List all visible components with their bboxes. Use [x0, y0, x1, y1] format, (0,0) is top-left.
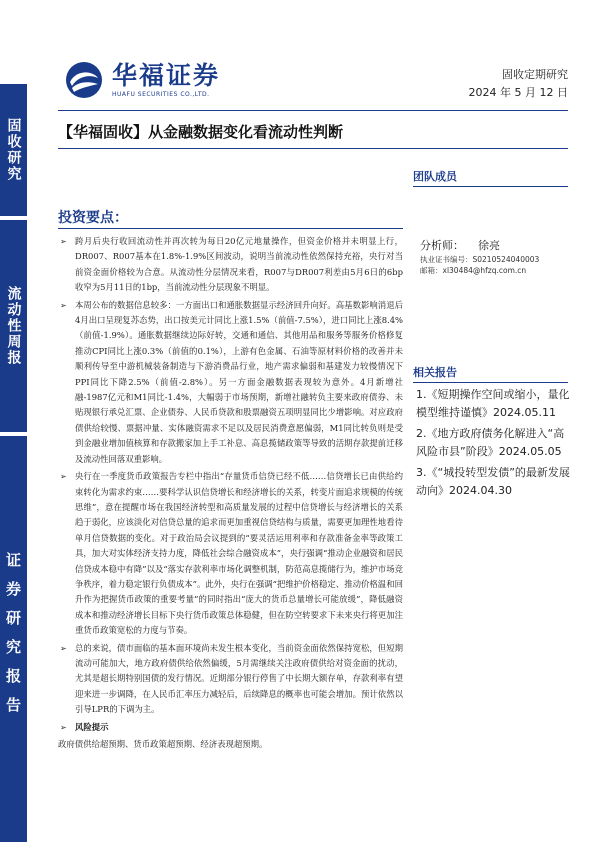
- related-divider: [413, 382, 568, 383]
- team-divider: [413, 186, 568, 187]
- brand-logo: [64, 60, 220, 100]
- analyst-name: 徐亮: [478, 239, 500, 252]
- key-point: ➢ 本周公布的数据信息较多：一方面出口和通胀数据显示经济回升向好。高基数影响消退后4月出口呈现复苏态势，出口按美元计同比上涨1.5%（前值-7.5%），进口同比上涨8.4%（前值-1.9%）。通胀数据继续边际好转，交通和通信、其他用品和服务等服务价格修复推动CPI同比上涨0.3%（前值的0.1%），上游有色金属、石油等原材料价格的改善并未顺利传导至中游机械装备制造与下游消费品行业，地产需求偏弱和基建发力较慢情况下PPI同比下降2.5%（前值-2.8%）。另一方面金融数据表现较为意外。4月新增社融-1987亿元和M1同比-1.4%，大幅弱于市场预期，新增社融转负主要来政府债券、未贴现银行承兑汇票、企业债券、人民币贷款和股票融资五项明显同比少增影响。对应政府债供给较慢、票据冲量、实体融资需求不足以及居民消费意愿偏弱，M1同比转负则是受到金融业增加值核算和存款搬家加上手工补息、高息揽储政策等导致的活期存款提前迁移及流动性回落双重影响。: [60, 299, 403, 464]
- risk-heading: 风险提示: [75, 721, 109, 732]
- brand-name: 华福证券: [112, 60, 221, 90]
- report-title: 【华福固收】从金融数据变化看流动性判断: [58, 123, 344, 141]
- bullet-arrow-icon: ➢: [60, 300, 67, 310]
- bullet-arrow-icon: ➢: [60, 722, 67, 732]
- analyst-label: 分析师：: [420, 239, 464, 252]
- sidebar-block-fixed-income: 固收研究: [0, 84, 27, 216]
- related-report-link[interactable]: 2.《地方政府债务化解进入“高风险市县”阶段》2024.05.05: [416, 427, 565, 458]
- sidebar: [0, 42, 27, 800]
- sidebar-block-liquidity-weekly: 流动性周报: [0, 220, 27, 432]
- key-point: ➢ 跨月后央行收回流动性并再次转为每日20亿元地量操作，但资金价格并未明显上行，DR007、R007基本在1.8%-1.9%区间波动，说明当前流动性依然保持充裕，央行对当前资金面价格较为合意。从流动性分层情况来看，R007与DR007利差由5月6日的6bp收窄为5月11日的1bp，当前流动性分层现象不明显。: [60, 236, 403, 293]
- related-heading: 相关报告: [413, 366, 457, 379]
- related-report-link[interactable]: 3.《“城投转型发债”的最新发展动向》2024.04.30: [416, 466, 570, 497]
- team-heading: 团队成员: [413, 170, 457, 183]
- analyst-email: 邮箱：xl30484@hfzq.com.cn: [420, 266, 527, 275]
- related-report-link[interactable]: 1.《短期操作空间或缩小，量化模型维持谨慎》2024.05.11: [416, 388, 570, 419]
- sidebar-block-securities-report: 证券研究报告: [0, 436, 27, 842]
- related-reports: [416, 386, 574, 503]
- bullet-arrow-icon: ➢: [60, 472, 67, 482]
- bullet-arrow-icon: ➢: [60, 643, 67, 653]
- key-points-divider: [58, 228, 403, 229]
- report-meta: [469, 66, 568, 102]
- risk-heading-row: [58, 720, 403, 735]
- key-points-heading: 投资要点：: [58, 210, 128, 226]
- risk-text: 政府债供给超预期、货币政策超预期、经济表现超预期。: [58, 739, 268, 749]
- report-date: 2024 年 5 月 12 日: [468, 86, 568, 99]
- logo-icon: [64, 60, 104, 100]
- analyst: [420, 237, 500, 253]
- bullet-arrow-icon: ➢: [60, 237, 67, 246]
- header-divider: [58, 110, 568, 111]
- title-divider: [58, 148, 568, 149]
- key-point: ➢ 央行在一季度货币政策报告专栏中指出“存量货币信贷已经不低……信贷增长已由供给约束转化为需求约束……要科学认识信贷增长和经济增长的关系，转变片面追求规模的传统思维”，意在提醒市场在我国经济转型和高质量发展的过程中信贷增长与经济增长的关系趋于弱化，应该淡化对信贷总量的追求而更加重视信贷结构与质量，需要更加理性地看待单月信贷数据的变化。对于政治局会议提到的“要灵活运用利率和存款准备金率等政策工具，加大对实体经济支持力度，降低社会综合融资成本”，央行强调“推动企业融资和居民信贷成本稳中有降”以及“落实存款利率市场化调整机制，防范高息揽储行为，维护市场竞争秩序，着力稳定银行负债成本”。此外，央行在强调“把维护价格稳定、推动价格温和回升作为把握货币政策的重要考量”的同时指出“庞大的货币总量增长可能放缓”，降低融资成本和推动经济增长目标下央行货币政策总体稳健，但在防空转要求下未来央行将更加注重货币政策宽松的力度与节奏。: [60, 471, 403, 636]
- key-point: ➢ 总的来说，债市面临的基本面环境尚未发生根本变化，当前资金面依然保持宽松，但短期流动可能加大，地方政府债供给依然偏缓，5月需继续关注政府债供给对资金面的扰动，尤其是超长期特别国债的发行情况。近期部分银行停售了中长期大额存单，存款利率有望迎来进一步调降，在人民币汇率压力减轻后，后续降息的概率也可能会增加。预计依然以引导LPR的下调为主。: [60, 642, 403, 715]
- analyst-cert: 执业证书编号：S0210524040003: [420, 255, 540, 264]
- brand-name-en: HUAFU SECURITIES CO.,LTD.: [112, 90, 210, 98]
- key-points-body: [58, 234, 403, 752]
- report-type: 固收定期研究: [502, 68, 568, 81]
